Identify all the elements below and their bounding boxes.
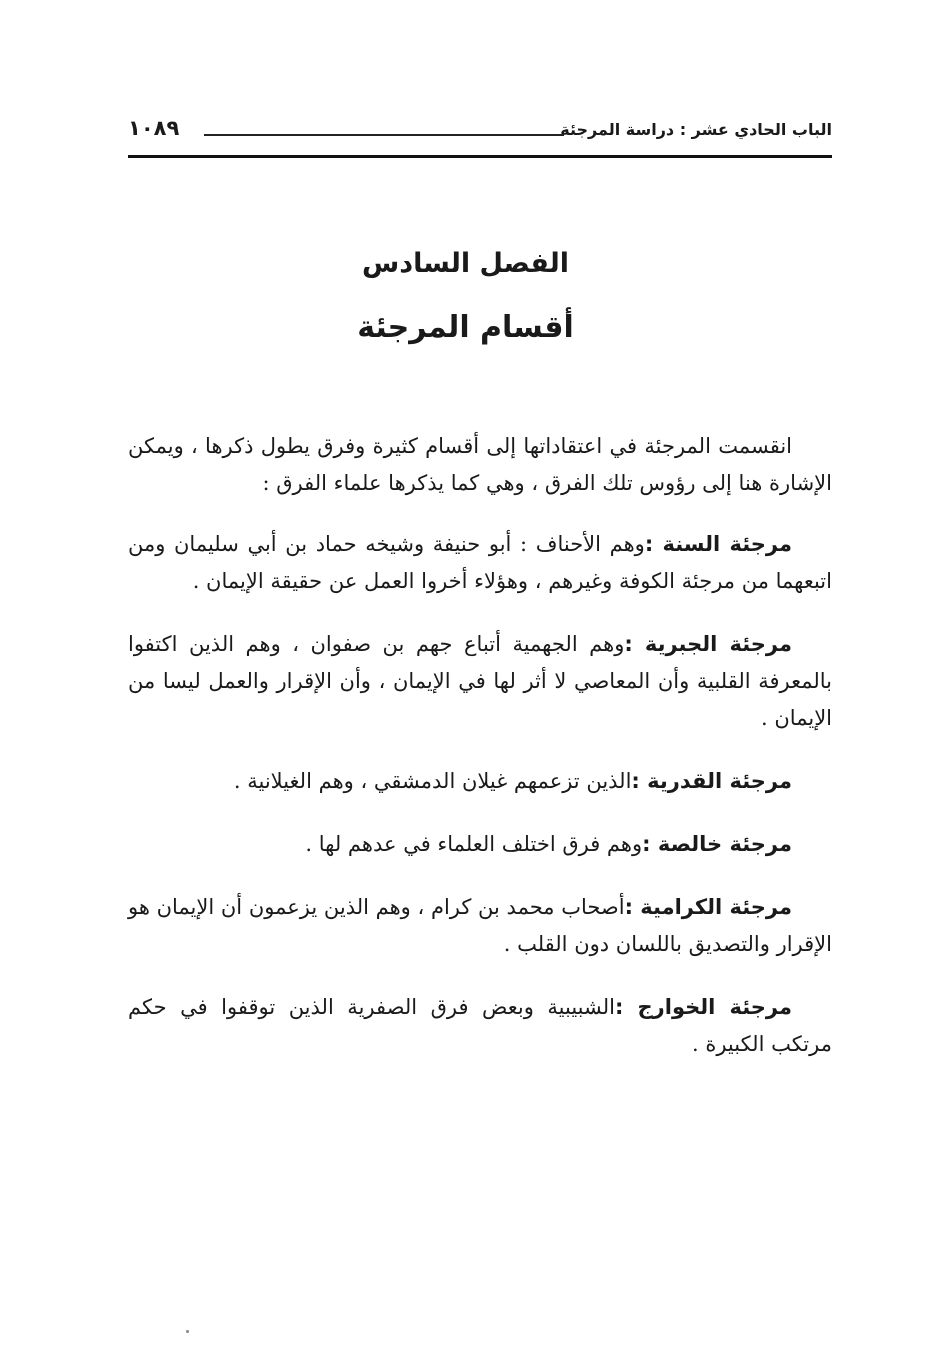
sect-term: مرجئة القدرية : (631, 769, 792, 793)
intro-paragraph: انقسمت المرجئة في اعتقاداتها إلى أقسام كثيرة وفرق يطول ذكرها ، ويمكن الإشارة هنا إلى رؤوس تلك الفرق ، وهي كما يذكرها علماء الفرق : (128, 434, 832, 495)
sect-paragraph-qadariyya (128, 763, 832, 800)
sect-paragraph-khawarij (128, 989, 832, 1063)
section-heading: أقسام المرجئة (357, 310, 574, 345)
sect-term: مرجئة الكرامية : (624, 895, 792, 919)
sect-term: مرجئة خالصة : (642, 832, 792, 856)
sect-description: وهم فرق اختلف العلماء في عدهم لها . (305, 832, 643, 856)
sect-description: الذين تزعمهم غيلان الدمشقي ، وهم الغيلانية . (233, 769, 632, 793)
sect-paragraph-karramiyya (128, 889, 832, 963)
header-leader-line (204, 134, 564, 136)
sect-description: وهم الأحناف : أبو حنيفة وشيخه حماد بن أبي سليمان ومن اتبعهما من مرجئة الكوفة وغيرهم ، وهؤلاء أخروا العمل عن حقيقة الإيمان . (128, 532, 832, 593)
scan-speck (186, 1330, 189, 1333)
sect-term: مرجئة الخوارج : (614, 995, 792, 1019)
sect-description: أصحاب محمد بن كرام ، وهم الذين يزعمون أن الإيمان هو الإقرار والتصديق باللسان دون القلب . (128, 895, 832, 956)
sect-paragraph-jabriyya (128, 626, 832, 737)
running-header (128, 116, 832, 152)
chapter-heading: الفصل السادس (361, 248, 570, 279)
sect-paragraph-khalisa (128, 826, 832, 863)
sect-paragraph-sunnah (128, 526, 832, 600)
sect-term: مرجئة السنة : (644, 532, 792, 556)
header-rule (128, 155, 832, 158)
running-header-title: الباب الحادي عشر : دراسة المرجئة (560, 120, 832, 139)
body-text (128, 428, 832, 1089)
page-number: ١٠٨٩ (128, 116, 180, 140)
sect-term: مرجئة الجبرية : (624, 632, 792, 656)
sect-description: وهم الجهمية أتباع جهم بن صفوان ، وهم الذين اكتفوا بالمعرفة القلبية وأن المعاصي لا أثر لها في الإيمان ، وأن الإقرار والعمل ليسا من الإيمان . (128, 632, 832, 730)
sect-description: الشبيبية وبعض فرق الصفرية الذين توقفوا في حكم مرتكب الكبيرة . (128, 995, 832, 1056)
